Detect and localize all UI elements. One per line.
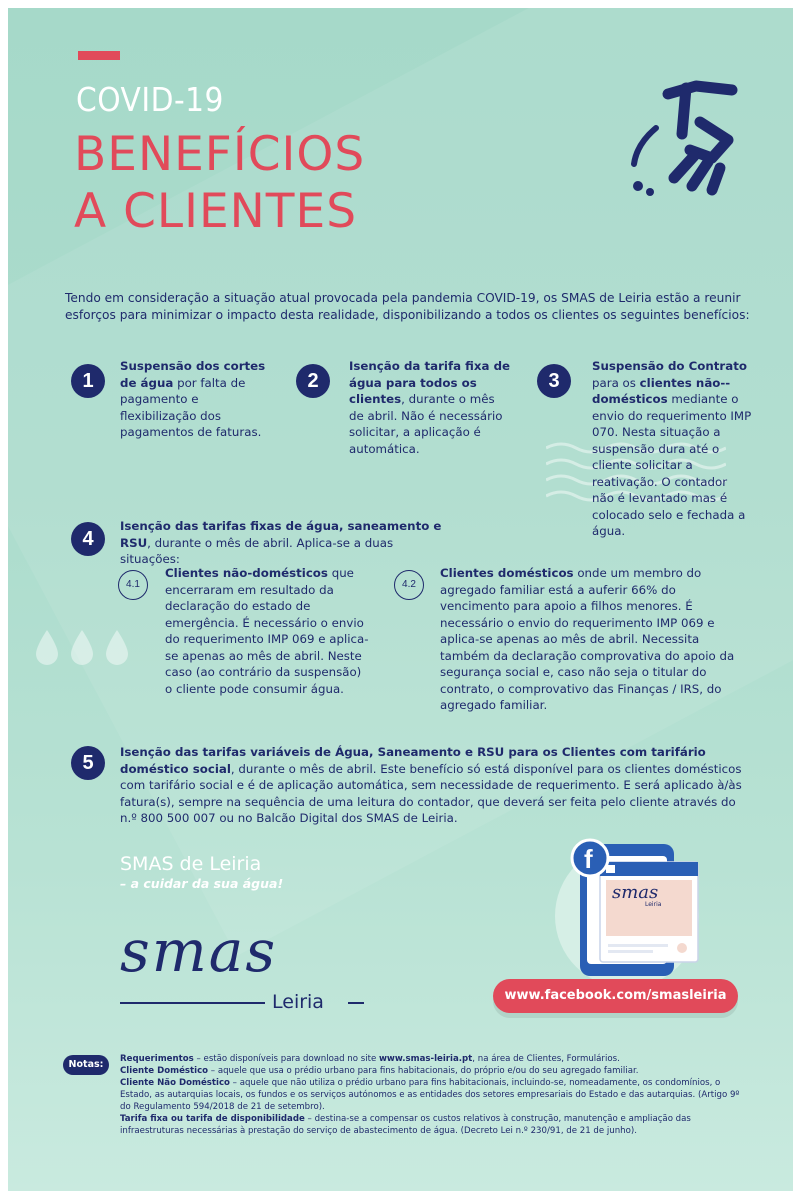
logo-rule-right [348, 1002, 364, 1004]
note-term: Requerimentos [120, 1054, 194, 1064]
benefit-2-heading: Isenção da tarifa fixa de água para todos os clientes [349, 359, 511, 406]
benefit-3-heading-2: clientes não--domésticos [592, 375, 731, 406]
site-link[interactable]: www.smas-leiria.pt [378, 1054, 473, 1064]
logo-rule-left [120, 1002, 265, 1004]
benefit-4-1-heading: Clientes não-domésticos [165, 566, 328, 580]
phone-illustration [542, 836, 732, 986]
note-tarifa-fixa [120, 1113, 740, 1137]
logo-subtitle [120, 992, 360, 1012]
brand-name: SMAS de Leiria [120, 853, 262, 875]
kicker: COVID-19 [76, 80, 224, 119]
facebook-link-button[interactable]: www.facebook.com/smasleiria [493, 979, 738, 1013]
benefit-5-body: , durante o mês de abril. Este benefício só está disponível para os clientes domésticos com tarifário social e é de aplicação automática, sem necessidade de requerimento. E será aplicado à/às fatura(s), sempre na sequência de uma leitura do contador, que deverá ser feita pelo cliente através do n.º 800 500 007 ou no Balcão Digital dos SMAS de Leiria. [120, 761, 742, 825]
benefit-1-text [120, 358, 270, 441]
benefit-3-heading: Suspensão do Contrato [592, 359, 747, 373]
benefit-4-2-number: 4.2 [394, 570, 424, 600]
infographic-page [8, 8, 793, 1191]
benefit-1-number: 1 [71, 364, 105, 398]
benefit-4-heading: Isenção das tarifas fixas de água, saneamento e RSU [120, 519, 442, 550]
benefit-5-number: 5 [71, 746, 105, 780]
benefit-1-body: por falta de pagamento e flexibilização dos pagamentos de faturas. [120, 375, 262, 439]
phone-logo-sub: Leiria [645, 901, 662, 908]
benefit-5-text [120, 744, 755, 827]
note-body: – aquele que não utiliza o prédio urbano para fins habitacionais, incluindo-se, nomeadamente, os condomínios, o Estado, as autarquias locais, os fundos e os serviços autónomos e as entidades dos setores empresariais do Estado e das autarquias. (Artigo 9º do Regulamento 594/2018 de 21 de setembro). [120, 1078, 740, 1112]
phone-logo-text: smas [612, 882, 659, 903]
benefit-3-text [592, 358, 752, 540]
page-title [74, 126, 365, 240]
benefit-4-1-body: que encerraram em resultado da declaração do estado de emergência. É necessário o envio do requerimento IMP 069 e aplica-se apenas ao mês de abril. Neste caso (ao contrário da suspensão) o cliente pode consumir água. [165, 566, 369, 696]
benefit-2-body: , durante o mês de abril. Não é necessário solicitar, a aplicação é automática. [349, 392, 503, 456]
benefit-1-heading: Suspensão dos cortes de água [120, 359, 266, 390]
note-cliente-nao-domestico [120, 1077, 740, 1113]
accent-bar [78, 51, 120, 60]
benefit-4-body: , durante o mês de abril. Aplica-se a duas situações: [120, 535, 394, 566]
benefit-4-text [120, 518, 450, 568]
note-term: Cliente Não Doméstico [120, 1078, 230, 1088]
faucet-icon [608, 66, 748, 216]
benefit-3-number: 3 [537, 364, 571, 398]
facebook-icon: f [584, 844, 593, 874]
benefit-4-1-number: 4.1 [118, 570, 148, 600]
note-body: – aquele que usa o prédio urbano para fins habitacionais, do próprio e/ou do seu agregado familiar. [208, 1066, 639, 1076]
benefit-4-2-heading: Clientes domésticos [440, 566, 574, 580]
note-term: Tarifa fixa ou tarifa de disponibilidade [120, 1114, 305, 1124]
intro-text: Tendo em consideração a situação atual provocada pela pandemia COVID-19, os SMAS de Leiria estão a reunir esforços para minimizar o impacto desta realidade, disponibilizando a todos os clientes os seguintes benefícios: [65, 291, 750, 322]
water-drop-icons [34, 628, 134, 673]
smas-logo-text: smas [120, 923, 278, 983]
brand-tagline: – a cuidar da sua água! [120, 876, 284, 891]
benefit-4-2-body: onde um membro do agregado familiar está a auferir 66% do vencimento para apoio a filhos menores. É necessário o envio do requerimento IMP 069 e aplica-se apenas ao mês de abril. Necessita também da declaração comprovativa do apoio da segurança social e, caso não seja o titular do contrato, o comprovativo das Finanças / IRS, do agregado familiar. [440, 566, 735, 712]
title-line-2: A CLIENTES [74, 184, 358, 239]
benefit-4-number: 4 [71, 522, 105, 556]
benefit-3-mid: para os [592, 375, 640, 390]
note-body: , na área de Clientes, Formulários. [472, 1054, 620, 1064]
logo-leiria-text: Leiria [272, 991, 324, 1013]
benefit-2-number: 2 [296, 364, 330, 398]
notes-badge: Notas: [63, 1055, 109, 1075]
note-body: – destina-se a compensar os custos relativos à construção, manutenção e ampliação das infraestruturas necessárias à prestação do serviço de abastecimento de água. (Decreto Lei n.º 230/91, de 21 de junho). [120, 1114, 691, 1136]
note-cliente-domestico [120, 1065, 740, 1077]
title-line-1: BENEFÍCIOS [74, 127, 366, 182]
smas-logo [120, 923, 380, 983]
note-pre: – estão disponíveis para download no site [193, 1054, 379, 1064]
note-term: Cliente Doméstico [120, 1066, 209, 1076]
benefit-4-1-text [165, 565, 370, 697]
notes-text [120, 1053, 740, 1137]
benefit-4-2-text [440, 565, 745, 714]
benefit-3-body: mediante o envio do requerimento IMP 070. Nesta situação a suspensão dura até o cliente solicitar a reativação. O contador não é levantado mas é colocado selo e fechada a água. [592, 392, 752, 538]
note-requerimentos [120, 1053, 740, 1065]
benefit-2-text [349, 358, 511, 457]
benefit-5-heading: Isenção das tarifas variáveis de Água, Saneamento e RSU para os Clientes com tarifário doméstico social [120, 745, 706, 776]
